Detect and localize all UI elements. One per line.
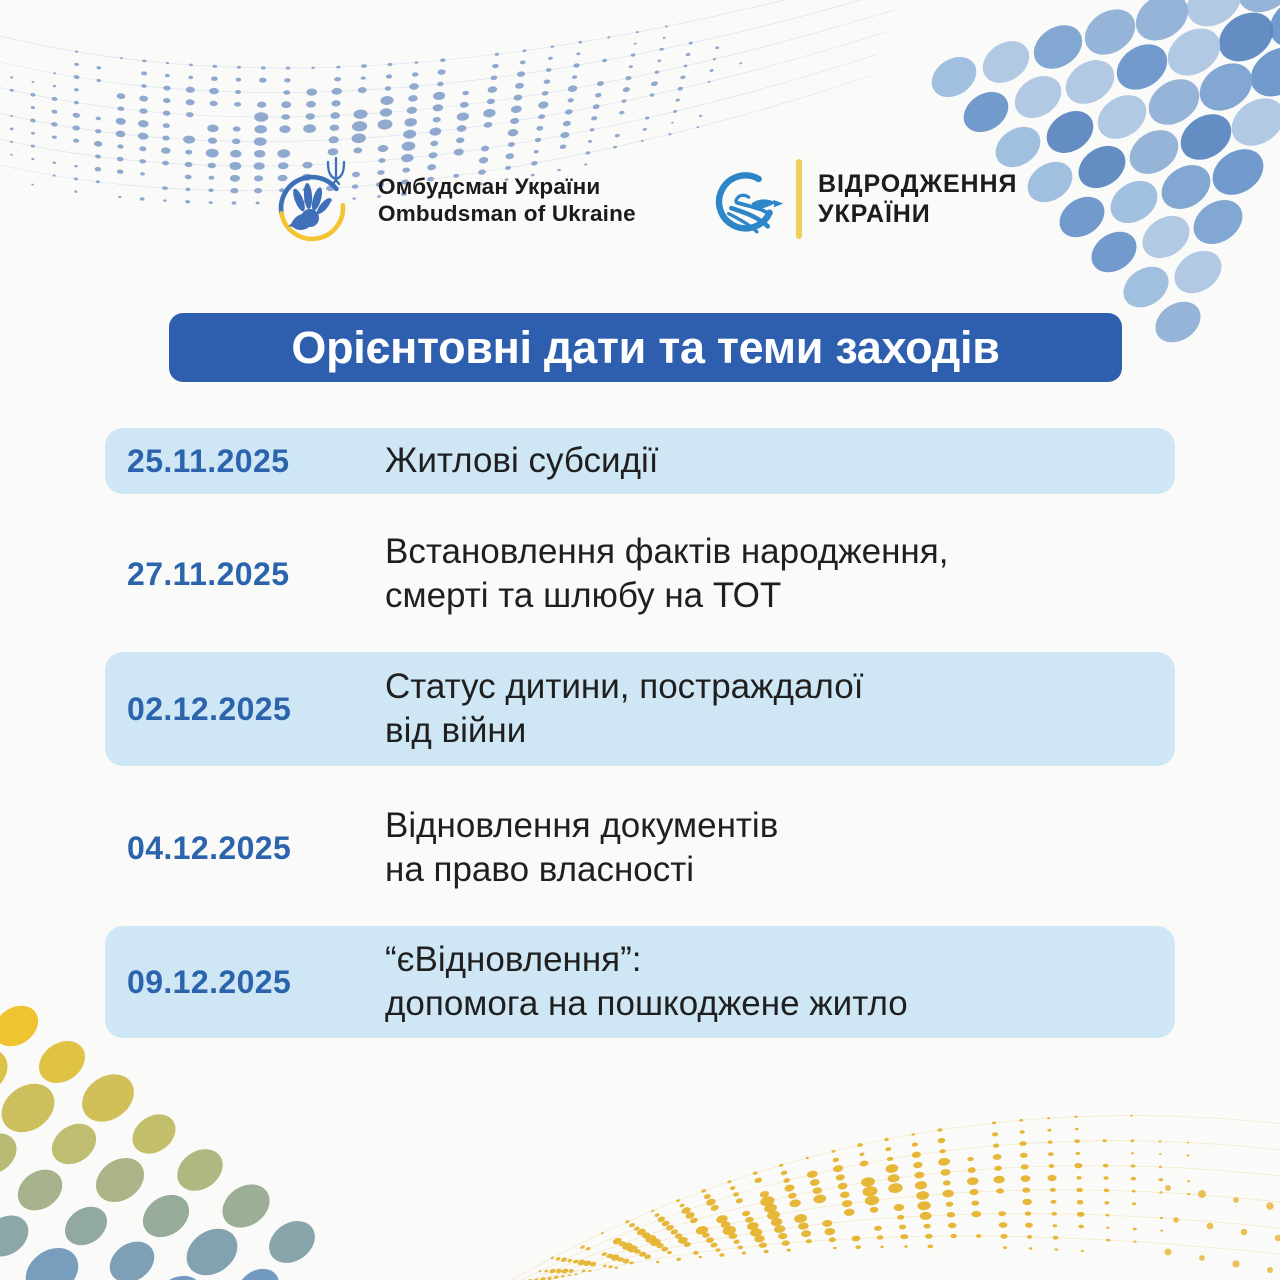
schedule-row	[105, 926, 1175, 1038]
ombudsman-wordmark	[378, 173, 636, 227]
event-topic-line: “єВідновлення”:	[385, 940, 642, 979]
page-title: Орієнтовні дати та теми заходів	[169, 313, 1122, 382]
event-topic-line: смерті та шлюбу на ТОТ	[385, 576, 782, 615]
event-topic-line: допомога на пошкоджене житло	[385, 984, 908, 1023]
event-topic	[385, 530, 1175, 618]
ombudsman-name-en: Ombudsman of Ukraine	[378, 201, 636, 226]
ombudsman-name-uk: Омбудсман України	[378, 174, 601, 199]
logo-ombudsman	[274, 154, 636, 246]
event-topic-line: Встановлення фактів народження,	[385, 532, 949, 571]
event-topic-line: Відновлення документів	[385, 806, 779, 845]
vidrodzhennia-line1: ВІДРОДЖЕННЯ	[818, 170, 1018, 198]
trident-icon	[328, 158, 344, 184]
event-date: 02.12.2025	[127, 690, 292, 727]
logo-vidrodzhennia	[704, 158, 1017, 240]
logo-divider	[796, 159, 802, 239]
schedule-row	[105, 514, 1175, 634]
event-topic	[385, 938, 1175, 1026]
event-topic-line: Статус дитини, постраждалої	[385, 667, 864, 706]
vidrodzhennia-wordmark	[818, 169, 1017, 229]
event-topic	[385, 804, 1175, 892]
event-topic-line: Житлові субсидії	[385, 441, 659, 480]
schedule-row	[105, 788, 1175, 908]
event-date: 04.12.2025	[127, 829, 292, 866]
hand-dove-shape	[288, 183, 333, 230]
event-topic	[385, 665, 1175, 753]
ombudsman-hand-dove-icon	[274, 154, 364, 246]
event-topic	[385, 439, 1175, 483]
event-topic-line: від війни	[385, 711, 527, 750]
event-date: 09.12.2025	[127, 963, 292, 1000]
schedule-row	[105, 652, 1175, 766]
vidrodzhennia-line2: УКРАЇНИ	[818, 200, 931, 228]
event-date: 25.11.2025	[127, 442, 290, 479]
event-topic-line: на право власності	[385, 850, 695, 889]
schedule-row	[105, 428, 1175, 494]
vidrodzhennia-bird-icon	[704, 158, 786, 240]
event-date: 27.11.2025	[127, 555, 290, 592]
